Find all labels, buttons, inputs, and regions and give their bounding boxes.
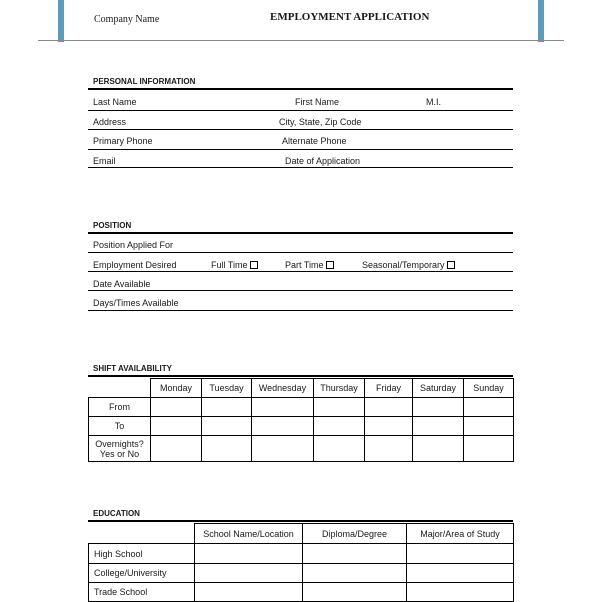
field-line (88, 167, 513, 168)
row-label: High School (89, 544, 195, 564)
education-cell[interactable] (303, 583, 407, 602)
row-label: From (89, 398, 151, 417)
shift-cell[interactable] (151, 436, 202, 462)
education-cell[interactable] (407, 583, 514, 602)
education-cell[interactable] (195, 544, 303, 564)
shift-cell[interactable] (314, 436, 365, 462)
field-line (88, 310, 513, 311)
row-label: Overnights? Yes or No (89, 436, 151, 462)
left-accent-bar (58, 0, 64, 42)
column-header: School Name/Location (195, 524, 303, 544)
shift-cell[interactable] (202, 436, 252, 462)
education-table (88, 523, 514, 602)
shift-availability-table (88, 378, 514, 462)
shift-cell[interactable] (314, 398, 365, 417)
day-header: Wednesday (252, 379, 314, 398)
section-title-education: EDUCATION (93, 509, 140, 518)
shift-row-to (89, 417, 514, 436)
shift-cell[interactable] (365, 398, 413, 417)
city-state-zip-field[interactable]: City, State, Zip Code (279, 117, 362, 127)
full-time-checkbox[interactable] (250, 261, 258, 269)
day-header: Monday (151, 379, 202, 398)
section-rule (88, 375, 513, 377)
day-header: Tuesday (202, 379, 252, 398)
first-name-field[interactable]: First Name (295, 97, 340, 107)
field-line (88, 129, 513, 130)
date-available-field[interactable]: Date Available (93, 279, 151, 289)
address-field[interactable]: Address (93, 117, 127, 127)
shift-cell[interactable] (151, 417, 202, 436)
row-label: Trade School (89, 583, 195, 602)
row-label: College/University (89, 564, 195, 583)
shift-row-overnights (89, 436, 514, 462)
shift-cell[interactable] (365, 417, 413, 436)
day-header: Friday (365, 379, 413, 398)
education-cell[interactable] (195, 564, 303, 583)
field-line (88, 149, 513, 150)
seasonal-checkbox[interactable] (447, 261, 455, 269)
day-header: Thursday (314, 379, 365, 398)
shift-cell[interactable] (464, 417, 514, 436)
shift-cell[interactable] (365, 436, 413, 462)
column-header: Diploma/Degree (303, 524, 407, 544)
shift-cell[interactable] (413, 398, 464, 417)
shift-cell[interactable] (413, 417, 464, 436)
field-line (88, 271, 513, 272)
alternate-phone-field[interactable]: Alternate Phone (282, 136, 347, 146)
education-cell[interactable] (195, 583, 303, 602)
seasonal-option[interactable] (362, 260, 455, 270)
column-header: Major/Area of Study (407, 524, 514, 544)
field-line (88, 252, 513, 253)
right-accent-bar (538, 0, 544, 42)
education-cell[interactable] (303, 564, 407, 583)
day-header: Saturday (413, 379, 464, 398)
section-rule (88, 88, 513, 90)
full-time-label: Full Time (211, 260, 248, 270)
part-time-option[interactable] (285, 260, 334, 270)
education-cell[interactable] (303, 544, 407, 564)
shift-cell[interactable] (202, 417, 252, 436)
full-time-option[interactable] (211, 260, 258, 270)
education-row-college (89, 564, 514, 583)
shift-cell[interactable] (464, 398, 514, 417)
shift-row-from (89, 398, 514, 417)
position-applied-for-field[interactable]: Position Applied For (93, 240, 174, 250)
shift-cell[interactable] (202, 398, 252, 417)
last-name-field[interactable]: Last Name (93, 97, 137, 107)
part-time-checkbox[interactable] (326, 261, 334, 269)
header-divider (38, 40, 564, 41)
education-row-trade-school (89, 583, 514, 602)
email-field[interactable]: Email (93, 156, 116, 166)
section-title-personal: PERSONAL INFORMATION (93, 77, 196, 86)
shift-cell[interactable] (252, 417, 314, 436)
employment-desired-label: Employment Desired (93, 260, 177, 270)
day-header: Sunday (464, 379, 514, 398)
company-name: Company Name (94, 14, 160, 25)
shift-cell[interactable] (413, 436, 464, 462)
section-rule (88, 520, 513, 522)
field-line (88, 110, 513, 111)
mi-field[interactable]: M.I. (426, 97, 441, 107)
corner-cell (89, 524, 195, 544)
section-rule (88, 232, 513, 234)
shift-header-row (89, 379, 514, 398)
part-time-label: Part Time (285, 260, 324, 270)
days-times-available-field[interactable]: Days/Times Available (93, 298, 179, 308)
shift-cell[interactable] (314, 417, 365, 436)
form-title: EMPLOYMENT APPLICATION (270, 11, 430, 23)
corner-cell (89, 379, 151, 398)
section-title-shift: SHIFT AVAILABILITY (93, 364, 172, 373)
seasonal-label: Seasonal/Temporary (362, 260, 445, 270)
education-header-row (89, 524, 514, 544)
shift-cell[interactable] (151, 398, 202, 417)
education-cell[interactable] (407, 564, 514, 583)
primary-phone-field[interactable]: Primary Phone (93, 136, 153, 146)
shift-cell[interactable] (252, 398, 314, 417)
education-cell[interactable] (407, 544, 514, 564)
row-label: To (89, 417, 151, 436)
shift-cell[interactable] (464, 436, 514, 462)
date-of-application-field[interactable]: Date of Application (285, 156, 361, 166)
field-line (88, 290, 513, 291)
shift-cell[interactable] (252, 436, 314, 462)
education-row-high-school (89, 544, 514, 564)
section-title-position: POSITION (93, 221, 132, 230)
